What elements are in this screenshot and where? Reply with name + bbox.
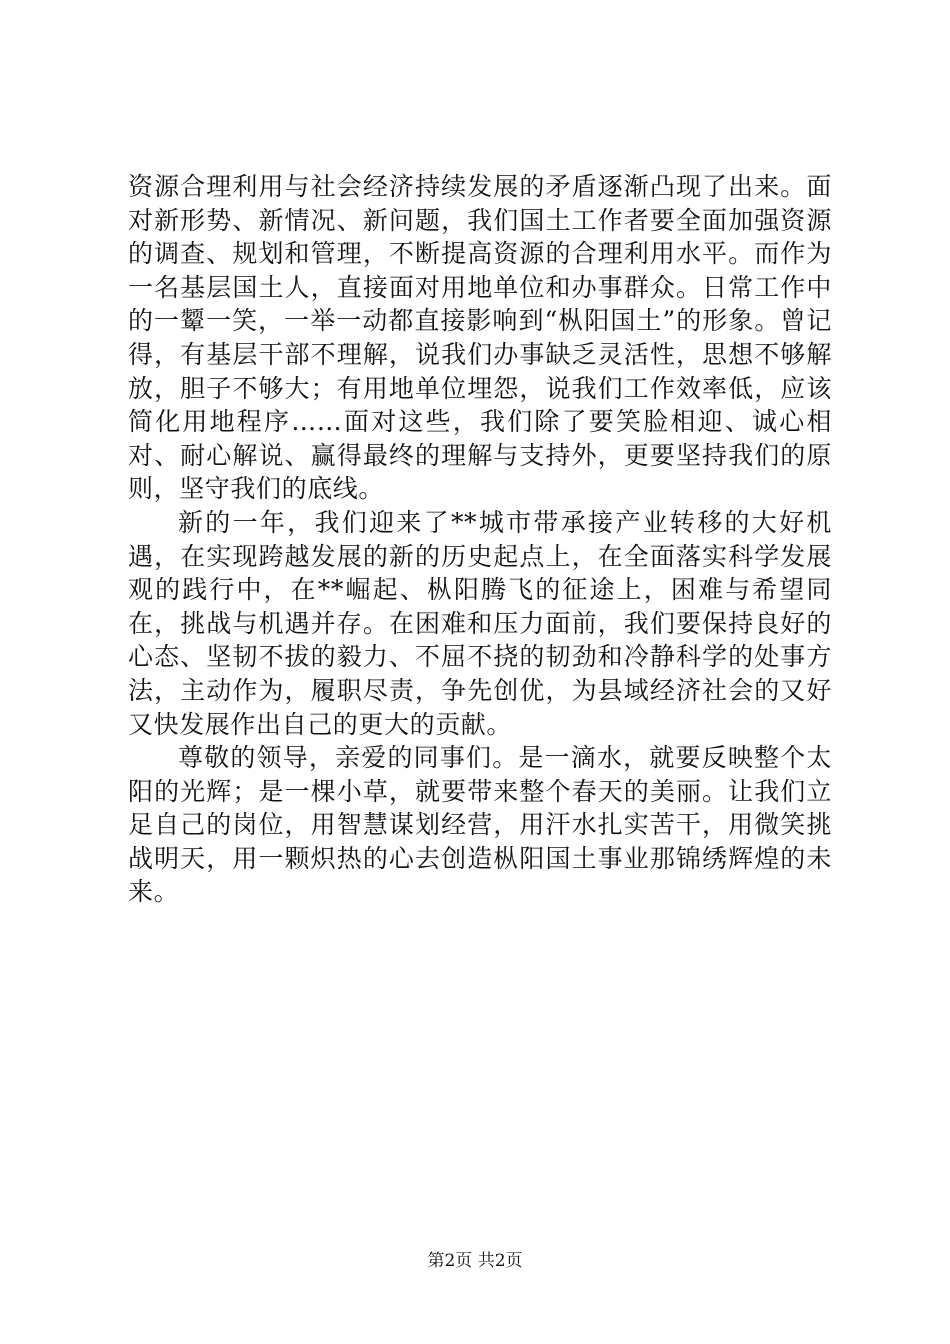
page-number-footer: 第2页 共2页 <box>427 1251 523 1271</box>
paragraph-1: 资源合理利用与社会经济持续发展的矛盾逐渐凸现了出来。面对新形势、新情况、新问题，我们国土工作者要全面加强资源的调查、规划和管理，不断提高资源的合理利用水平。而作为一名基层国土人，直接面对用地单位和办事群众。日常工作中的一颦一笑，一举一动都直接影响到“枞阳国土”的形象。曾记得，有基层干部不理解，说我们办事缺乏灵活性，思想不够解放，胆子不够大；有用地单位埋怨，说我们工作效率低，应该简化用地程序……面对这些，我们除了要笑脸相迎、诚心相对、耐心解说、赢得最终的理解与支持外，更要坚持我们的原则，坚守我们的底线。 <box>128 172 832 504</box>
document-body <box>128 170 832 909</box>
paragraph-3: 尊敬的领导，亲爱的同事们。是一滴水，就要反映整个太阳的光辉；是一棵小草，就要带来整个春天的美丽。让我们立足自己的岗位，用智慧谋划经营，用汗水扎实苦干，用微笑挑战明天，用一颗炽热的心去创造枞阳国土事业那锦绣辉煌的未来。 <box>128 743 832 907</box>
paragraph-2: 新的一年，我们迎来了**城市带承接产业转移的大好机遇，在实现跨越发展的新的历史起点上，在全面落实科学发展观的践行中，在**崛起、枞阳腾飞的征途上，困难与希望同在，挑战与机遇并存。在困难和压力面前，我们要保持良好的心态、坚韧不拔的毅力、不屈不挠的韧劲和冷静科学的处事方法，主动作为，履职尽责，争先创优，为县域经济社会的又好又快发展作出自己的更大的贡献。 <box>128 507 832 739</box>
